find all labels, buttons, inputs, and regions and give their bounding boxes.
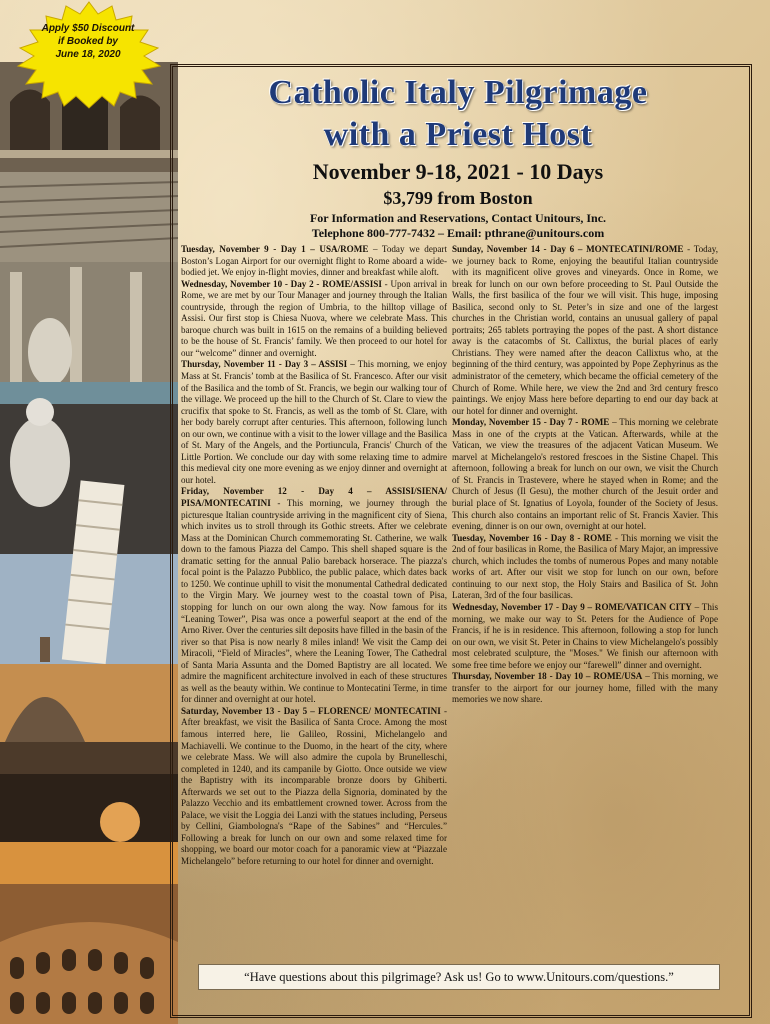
day-entry — [452, 671, 718, 706]
day-heading: Monday, November 15 - Day 7 - ROME — [452, 417, 610, 428]
day-heading: Friday, November 12 - Day 4 – ASSISI/SIENA/ PISA/MONTECATINI — [181, 486, 447, 509]
contact-line-2: Telephone 800-777-7432 – Email: pthrane@unitours.com — [311, 226, 605, 240]
badge-line-2: if Booked by — [57, 36, 118, 47]
photo-collage — [0, 62, 178, 1024]
badge-line-1: Apply $50 Discount — [41, 23, 135, 34]
collage-illustration — [0, 62, 178, 1024]
day-body: – This morning, we transfer to the airport for our journey home, filled with the many memories we now share. — [452, 671, 719, 705]
trip-price: $3,799 from Boston — [383, 188, 533, 208]
day-body: – Today we depart Boston’s Logan Airport for our overnight flight to Rome aboard a wide-bodied jet. We enjoy in-flight movies, dinner and breakfast while aloft. — [181, 244, 447, 278]
discount-badge-text — [30, 22, 146, 61]
contact-info — [178, 211, 738, 241]
day-heading: Tuesday, November 16 - Day 8 - ROME — [452, 532, 612, 543]
badge-line-3: June 18, 2020 — [55, 49, 121, 60]
day-entry — [452, 533, 718, 602]
day-entry — [452, 417, 718, 532]
day-heading: Wednesday, November 10 - Day 2 - ROME/ASSISI — [181, 278, 382, 289]
day-body: - This morning we visit the 2nd of four basilicas in Rome, the Basilica of Mary Major, an impressive church, which includes the tombs of numerous Popes and many notable works of art. After our visit we stop for lunch on our own, before continuing to our next stop, the Holy Stairs and Basilica of St. John Lateran, 3rd of the four basilicas. — [452, 532, 718, 601]
contact-line-1: For Information and Reservations, Contact Unitours, Inc. — [309, 211, 607, 225]
title-line-2: with a Priest Host — [323, 116, 593, 153]
day-entry — [452, 244, 718, 417]
day-body: – This morning, we enjoy Mass at St. Francis’ tomb at the Basilica of St. Francesco. After our visit of the Basilica and the tomb of St. Francis, we begin our walking tour of the village. We proceed up the hill to the Church of St. Clare to view the crucifix that spoke to St. Francis, as well as the tomb of St. Clare, with her body barely corrupt after centuries. This afternoon, following lunch on our own, we continue with a visit to the lower village and the Basilica of St. Mary of the Angels, and the Portiuncula, Francis' Church of the Little Portion. We conclude our day with some relaxing time to admire this medieval city one more evening as we enjoy dinner and overnight at our hotel. — [181, 359, 447, 485]
day-entry — [181, 244, 447, 279]
day-body: - After breakfast, we visit the Basilica of Santa Croce. Among the most famous interred here, lie Galileo, Rossini, Michelangelo and Machiavelli. We continue to the Duomo, in the heart of the city, where we celebrate Mass. We will also admire the cupola by Brunelleschi, completed in 1240, and its campanile by Giotto. Once outside we view the Baptistry with its incomparable bronze doors by Ghiberti. Afterwards we set out to the Piazza della Signoria, dominated by the Palazzo Vecchio and its embattlement crowned tower. Across from the Palace, we visit the Loggia dei Lanzi with the statues including, Perseus by Cellini, Giambologna's “Rape of the Sabines” and “Hercules.” Following a break for lunch on our own and some relaxed time for shopping, we board our motor coach for a panoramic view at “Piazzale Michelangelo” before returning to our hotel for dinner and overnight. — [181, 705, 447, 866]
day-body: - This morning, we journey through the picturesque Italian countryside arriving in the magnificent city of Siena, which invites us to stroll through its Gothic streets. After we celebrate Mass at the Dominican Church commemorating St. Catherine, we walk down to the famous Piazza del Campo. This shell shaped square is the dramatic setting for the annual Palio bareback horserace. The piazza's focal point is the Palazzo Pubblico, the public palace, which dates back to 1250. We continue uphill to visit the monumental Cathedral dedicated to the Virgin Mary. We journey west to the coastal town of Pisa, stopping for lunch on our own along the way. Now famous for its “Leaning Tower”, Pisa was once a powerful seaport at the end of the Arno River. Over the centuries silt deposits have filled in the basin of the river so that Pisa is now nearly 8 miles inland! We visit the Camp dei Miracoli, “Field of Miracles”, where the Leaning Tower, The Cathedral of Santa Maria Assunta and the Domed Baptistry are all located. We admire the magnificent architecture involved in each of these structures as well as the beauty within. We continue to Montecatini Terme, in time for dinner and overnight at our hotel. — [181, 498, 447, 705]
page-title — [178, 72, 738, 156]
day-body: – This morning we celebrate Mass in one of the crypts at the Vatican. Afterwards, while at the Vatican, we view the treasures of the adjacent Vatican Museum. We marvel at Michelangelo's restored frescoes in the Sistine Chapel. This afternoon, following a break for lunch on our own, we visit the Church of St. Francis in Trastevere, where he stayed when in Rome; and the Church of Jesus (Il Gesu), the mother church of the Jesuit order and burial place of St. Ignatius of Loyola, founder of the Society of Jesus. This church also contains an important relic of St. Francis Xavier. This evening, dinner is on our own, overnight at our hotel. — [452, 417, 718, 532]
day-entry — [452, 602, 718, 671]
day-heading: Saturday, November 13 - Day 5 – FLORENCE/ MONTECATINI — [181, 705, 441, 716]
day-heading: Sunday, November 14 - Day 6 – MONTECATINI/ROME — [452, 244, 684, 254]
day-heading: Thursday, November 18 - Day 10 – ROME/USA — [452, 671, 643, 682]
day-entry — [181, 706, 447, 868]
day-body: – This morning, we make our way to St. Peters for the Audience of Pope Francis, if he is in residence. This afternoon, following a stop for lunch on our own, we visit St. Peter in Chains to view Michelangelo's possibly most celebrated sculpture, the "Moses." We finish our afternoon with some free time before we enjoy our “farewell” dinner and overnight. — [452, 601, 718, 670]
day-entry — [181, 359, 447, 486]
title-line-1: Catholic Italy Pilgrimage — [268, 74, 648, 111]
day-entry — [181, 279, 447, 360]
questions-banner: “Have questions about this pilgrimage? Ask us! Go to www.Unitours.com/questions.” — [198, 964, 720, 990]
day-heading: Thursday, November 11 - Day 3 – ASSISI — [181, 359, 348, 370]
day-heading: Tuesday, November 9 - Day 1 – USA/ROME — [181, 244, 369, 254]
day-body: - Upon arrival in Rome, we are met by our Tour Manager and journey through the Italian countryside, through the region of Umbria, to the hilltop village of Assisi. Our first stop is Chiesa Nuova, where we celebrate Mass. This baroque church was built in 1615 on the remains of a building believed to be the house of St. Francis’ family. We then proceed to our hotel for our “welcome” dinner and overnight. — [181, 278, 447, 358]
trip-dates: November 9-18, 2021 - 10 Days — [312, 159, 604, 184]
itinerary-column-right — [452, 244, 718, 706]
day-heading: Wednesday, November 17 - Day 9 – ROME/VATICAN CITY — [452, 601, 692, 612]
itinerary-column-left — [181, 244, 447, 868]
day-body: - Today, we journey back to Rome, enjoying the beautiful Italian countryside with its magnificent olive groves and vineyards. Once in Rome, we break for lunch on our own before proceeding to St. Paul Outside the Walls, the first basilica of the four we will visit. This huge, imposing Basilica, second only to St. Peter’s in size and one of the largest churches in the Christian world, contains an unusual gallery of papal portraits; 265 tablets portraying the popes of the past. A short distance away is the catacombs of St. Callixtus, the burial places of early Christians. They were named after the deacon Callixtus who, at the beginning of the third century, was appointed by Pope Zephyrinus as the administrator of the cemetery, which became the official cemetery of the Church of Rome. While here, we view the 2nd and 3rd century fresco paintings. We enjoy Mass here before departing to end our day back at our hotel for dinner and overnight. — [452, 244, 718, 416]
day-entry — [181, 486, 447, 705]
